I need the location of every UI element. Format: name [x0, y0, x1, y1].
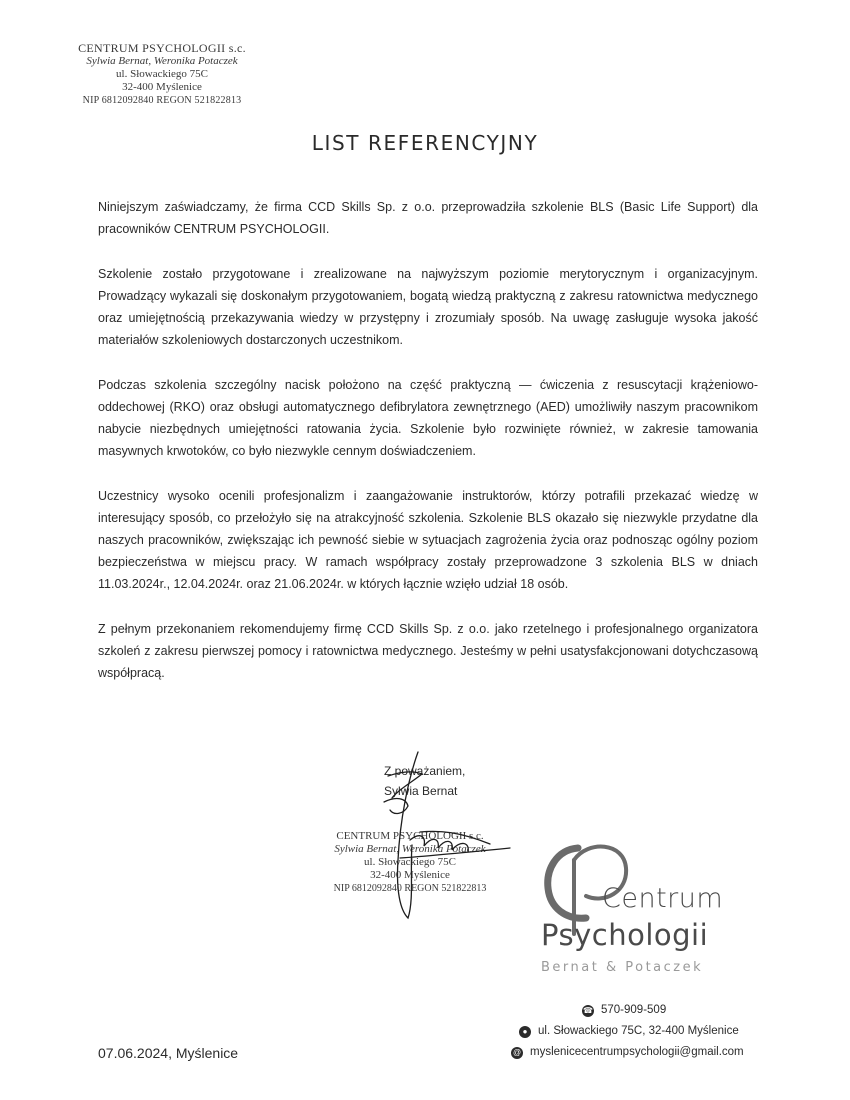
logo-name-line2: Psychologii: [541, 918, 709, 952]
paragraph: Uczestnicy wysoko ocenili profesjonalizm i zaangażowanie instruktorów, którzy potrafili przekazać wiedzę w interesujący sposób, co przełożyło się na atrakcyjność szkolenia. Szkolenie BLS okazało się niezwykle przydatne dla naszych pracowników, zwiększając ich pewność siebie w sytuacjach zagrożenia życia oraz podnosząc ogólny poziom bezpieczeństwa w miejscu pracy. W ramach współpracy zostały przeprowadzone 3 szkolenia BLS w dniach 11.03.2024r., 12.04.2024r. oraz 21.06.2024r. w których łącznie wzięło udział 18 osób.: [98, 489, 758, 591]
closing-regards: Z poważaniem,: [384, 764, 466, 778]
closing-name: Sylwia Bernat: [384, 784, 458, 798]
email-icon: @: [512, 1047, 522, 1057]
contact-phone: 570-909-509: [601, 1004, 667, 1016]
paragraph: Niniejszym zaświadczamy, że firma CCD Skills Sp. z o.o. przeprowadziła szkolenie BLS (Basic Life Support) dla pracowników CENTRUM PSYCHOLOGII.: [98, 200, 758, 236]
location-pin-icon: ●: [519, 1026, 531, 1038]
stamp-street: ul. Słowackiego 75C: [364, 856, 456, 868]
contact-email-row: [511, 1042, 744, 1063]
logo-subtitle: Bernat & Potaczek: [541, 960, 704, 975]
stamp-company-name: CENTRUM PSYCHOLOGII s.c.: [336, 830, 484, 842]
stamp-owners: Sylwia Bernat, Weronika Potaczek: [86, 55, 238, 67]
contact-email: myslenicecentrumpsychologii@gmail.com: [530, 1046, 744, 1058]
letter-body: [98, 196, 758, 707]
header-stamp: [62, 42, 262, 107]
contact-address: ul. Słowackiego 75C, 32-400 Myślenice: [538, 1025, 739, 1037]
phone-icon: ☎: [583, 1005, 593, 1015]
stamp-city: 32-400 Myślenice: [122, 81, 202, 93]
contact-phone-row: [582, 1000, 744, 1021]
date-place: 07.06.2024, Myślenice: [98, 1045, 239, 1061]
handwritten-signature: [300, 740, 530, 930]
stamp-city: 32-400 Myślenice: [370, 869, 450, 881]
stamp-ids: NIP 6812092840 REGON 521822813: [82, 95, 242, 106]
paragraph: Podczas szkolenia szczególny nacisk położono na część praktyczną — ćwiczenia z resuscytacji krążeniowo-oddechowej (RKO) oraz obsługi automatycznego defibrylatora zewnętrznego (AED) umożliwiły naszym pracownikom nabycie niezbędnych umiejętności ratowania życia. Szkolenie było rozwinięte również, w zakresie tamowania masywnych krwotoków, co było niezwykle cennym doświadczeniem.: [98, 378, 758, 458]
stamp-owners: Sylwia Bernat, Weronika Potaczek: [334, 843, 486, 855]
paragraph: Z pełnym przekonaniem rekomendujemy firmę CCD Skills Sp. z o.o. jako rzetelnego i profesjonalnego organizatora szkoleń z zakresu pierwszej pomocy i ratownictwa medycznego. Jesteśmy w pełni usatysfakcjonowani dotychczasową współpracą.: [98, 622, 758, 680]
contact-info: [505, 1000, 744, 1063]
stamp-ids: NIP 6812092840 REGON 521822813: [333, 883, 487, 894]
stamp-company-name: CENTRUM PSYCHOLOGII s.c.: [78, 41, 246, 55]
document-title: LIST REFERENCYJNY: [311, 131, 539, 155]
contact-address-row: [519, 1021, 744, 1042]
paragraph: Szkolenie zostało przygotowane i zrealizowane na najwyższym poziomie merytorycznym i organizacyjnym. Prowadzący wykazali się doskonałym przygotowaniem, bogatą wiedzą praktyczną z zakresu ratownictwa medycznego oraz umiejętnością przekazywania wiedzy w przystępny i zrozumiały sposób. Na uwagę zasługuje wysoka jakość materiałów szkoleniowych dostarczonych uczestnikom.: [98, 267, 758, 347]
logo-name-line1: Centrum: [602, 883, 724, 914]
stamp-street: ul. Słowackiego 75C: [116, 68, 208, 80]
